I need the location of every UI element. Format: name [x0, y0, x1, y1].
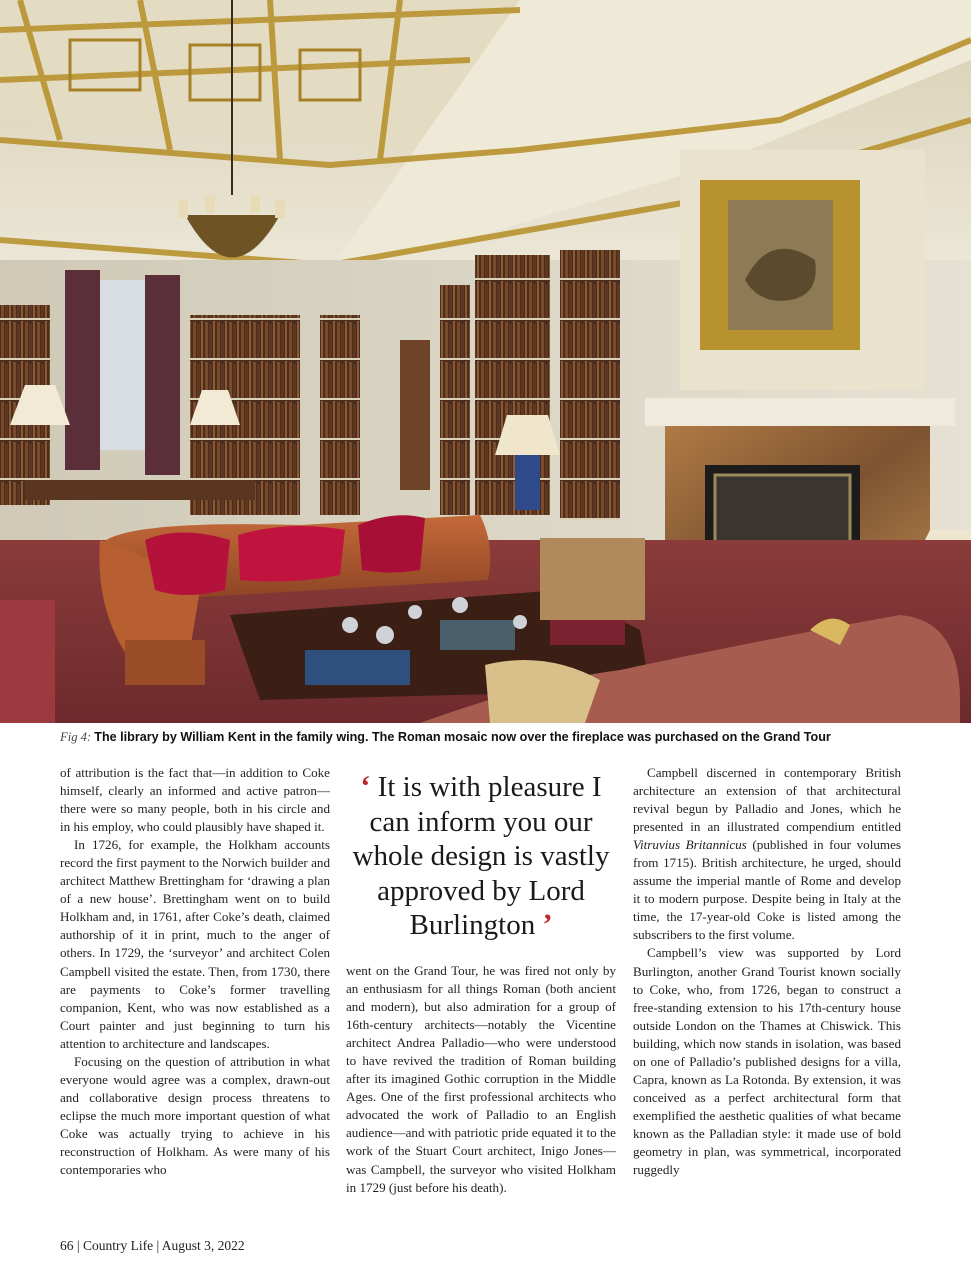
book-title: Vitruvius Britannicus	[633, 837, 747, 853]
paragraph-text: Campbell discerned in contemporary British architecture an extension of that architectural revival begun by Palladio and Jones, which he presented in an illustrated compendium entitled	[633, 765, 901, 835]
article-column-3	[633, 764, 901, 1179]
article-column-2	[346, 962, 616, 1197]
page-footer: 66 | Country Life | August 3, 2022	[60, 1238, 245, 1253]
paragraph	[633, 764, 901, 944]
open-quote-mark: ‘	[360, 770, 371, 803]
close-quote-mark: ’	[542, 908, 553, 941]
pull-quote	[344, 770, 618, 943]
paragraph: Campbell’s view was supported by Lord Burlington, another Grand Tourist known socially to Coke, who, from 1726, began to construct a free-standing extension to his 17th-century house outside London on the Thames at Chiswick. This building, which now stands in isolation, was based on one of Palladio’s published designs for a villa, Capra, known as La Rotonda. By extension, it was conceived as a perfect architectural form that exemplified the aesthetic qualities of what became known as the Palladian style: it made use of bold geometry in plan, was symmetrical, incorporated ruggedly	[633, 945, 901, 1178]
article-column-1	[60, 764, 330, 1179]
photo-caption	[60, 729, 920, 745]
pull-quote-text: It is with pleasure I can inform you our whole design is vastly approved by Lord Burlington	[352, 771, 610, 941]
paragraph: Focusing on the question of attribution in what everyone would agree was a complex, drawn-out and collaborative design process threatens to eclipse the much more important question of what Coke was actually trying to achieve in his reconstruction of Holkham. As were many of his contemporaries who	[60, 1053, 330, 1178]
paragraph: went on the Grand Tour, he was fired not only by an enthusiasm for all things Roman (both ancient and modern), but also admiration for a group of 16th-century architects—notably the Vicentine architect Andrea Palladio—who were understood to have revived the tradition of Roman building after its imagined Gothic corruption in the Middle Ages. One of the first professional architects who advocated the work of Palladio to an English audience—and with patriotic pride equated it to the work of the Stuart Court architect, Inigo Jones—was Campbell, the surveyor who visited Holkham in 1729 (just before his death).	[346, 963, 616, 1195]
caption-text: The library by William Kent in the family wing. The Roman mosaic now over the fireplace was purchased on the Grand Tour	[94, 730, 831, 744]
paragraph-text: (published in four volumes from 1715). British architecture, he urged, should assume the imperial mantle of Rome and develop it to modern purpose. Despite being in Italy at the time, the 17-year-old Coke is listed among the subscribers to the first volume.	[633, 837, 901, 943]
figure-label: Fig 4:	[60, 730, 92, 744]
paragraph: of attribution is the fact that—in addition to Coke himself, clearly an informed and active patron—there were so many people, both in his circle and in his employ, who could plausibly have shaped it.	[60, 765, 330, 835]
paragraph: In 1726, for example, the Holkham accounts record the first payment to the Norwich builder and architect Matthew Brettingham for ‘drawing a plan of a new house’. Brettingham went on to build Holkham and, in 1761, after Coke’s death, claimed authorship of it in print, much to the anger of others. In 1729, the ‘surveyor’ and architect Colen Campbell visited the estate. Then, from 1730, there are payments to Coke’s former travelling companion, Kent, who was now established as a Court painter and just beginning to turn his attention to architecture and landscapes.	[60, 837, 330, 1051]
